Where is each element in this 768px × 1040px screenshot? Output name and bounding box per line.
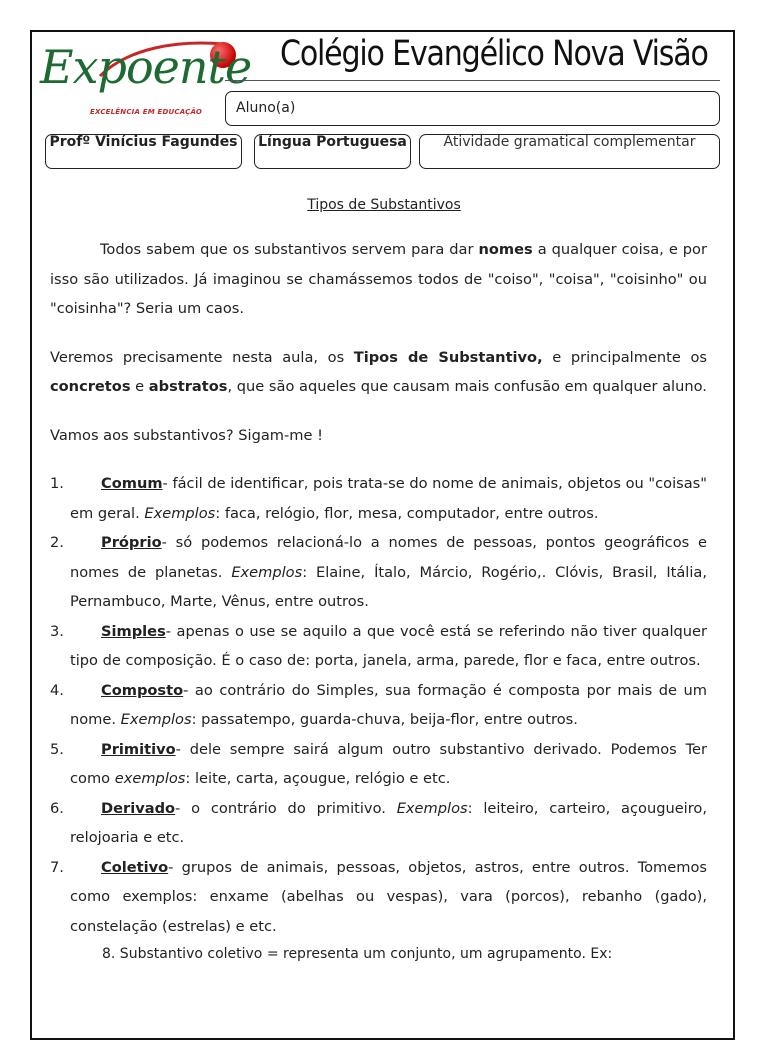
subject-name: Língua Portuguesa [258,134,407,150]
title-divider [225,80,720,81]
intro-paragraph-1: Todos sabem que os substantivos servem para dar nomes a qualquer coisa, e por isso são utilizados. Já imaginou se chamássemos todos de "coiso", "coisa", "coisinho" ou "coisinha"? Seria um caos. [50,241,707,317]
intro-paragraph-3: Vamos aos substantivos? Sigam-me ! [50,426,323,444]
list-item: 2. Próprio- só podemos relacioná-lo a nomes de pessoas, pontos geográficos e nomes de planetas. Exemplos: Elaine, Ítalo, Márcio, Rogério,. Clóvis, Brasil, Itália, Pernambuco, Marte, Vênus, entre outros. [50,534,707,610]
list-item: 1. Comum- fácil de identificar, pois trata-se do nome de animais, objetos ou "coisas" em geral. Exemplos: faca, relógio, flor, mesa, computador, entre outros. [50,475,707,522]
teacher-box [45,134,242,169]
school-logo [38,38,252,120]
logo-tagline: EXCELÊNCIA EM EDUCAÇÃO [90,108,203,116]
student-label: Aluno(a) [236,100,296,116]
document-title: Tipos de Substantivos [307,197,461,213]
noun-types-list [50,469,707,941]
intro-paragraph-2: Veremos precisamente nesta aula, os Tipos de Substantivo, e principalmente os concretos e abstratos, que são aqueles que causam mais confusão em qualquer aluno. [50,348,707,395]
list-item: 5. Primitivo- dele sempre sairá algum outro substantivo derivado. Podemos Ter como exemplos: leite, carta, açougue, relógio e etc. [50,740,707,787]
teacher-name: Profº Vinícius Fagundes [49,134,238,150]
list-item: 4. Composto- ao contrário do Simples, sua formação é composta por mais de um nome. Exemplos: passatempo, guarda-chuva, beija-flor, entre outros. [50,681,707,728]
list-item: 6. Derivado- o contrário do primitivo. Exemplos: leiteiro, carteiro, açougueiro, relojoaria e etc. [50,799,707,846]
student-name-field[interactable] [225,91,720,126]
school-name: Colégio Evangélico Nova Visão [280,34,708,74]
document-body [50,235,707,965]
subject-box [254,134,411,169]
activity-box [419,134,720,169]
logo-text: Expoente [40,40,252,94]
activity-name: Atividade gramatical complementar [443,134,696,150]
list-item-8: 8. Substantivo coletivo = representa um conjunto, um agrupamento. Ex: [102,946,613,962]
list-item: 7. Coletivo- grupos de animais, pessoas, objetos, astros, entre outros. Tomemos como exemplos: enxame (abelhas ou vespas), vara (porcos), rebanho (gado), constelação (estrelas) e etc. [50,858,707,935]
list-item: 3. Simples- apenas o use se aquilo a que você está se referindo não tiver qualquer tipo de composição. É o caso de: porta, janela, arma, parede, flor e faca, entre outros. [50,622,707,669]
